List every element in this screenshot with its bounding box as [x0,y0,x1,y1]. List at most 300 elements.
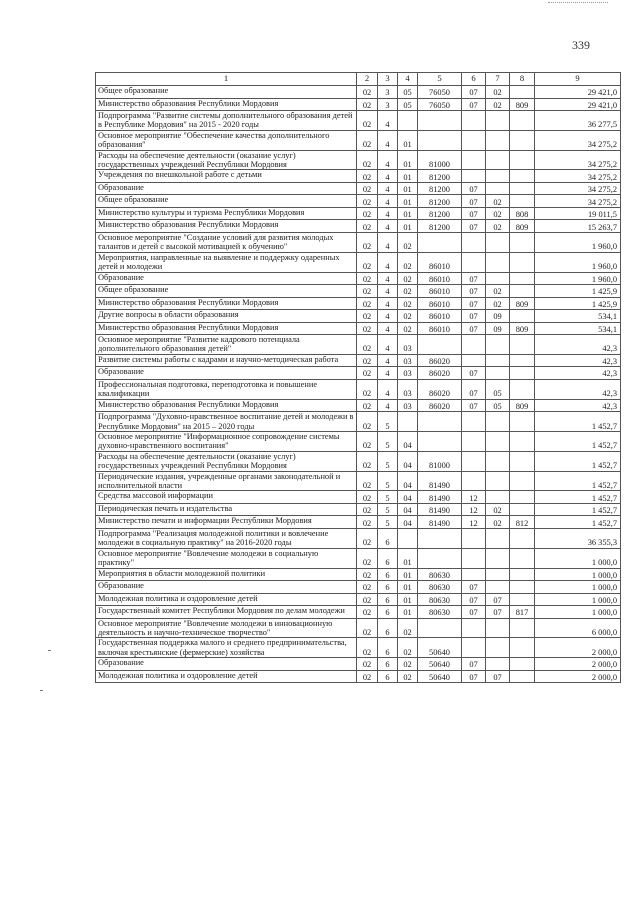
column-header: 3 [378,73,398,86]
row-name-cell: Образование [96,272,357,285]
table-body [96,86,621,683]
event-code-cell: 03 [398,379,418,399]
ministry-code-cell: 809 [510,322,535,335]
subsection-code-cell [486,252,510,272]
program-code-cell: 02 [357,335,378,355]
subprogram-code-cell: 4 [378,399,398,412]
ministry-code-cell [510,111,535,131]
event-code-cell: 02 [398,658,418,671]
subprogram-code-cell: 4 [378,335,398,355]
direction-code-cell [418,528,462,548]
event-code-cell: 02 [398,310,418,323]
direction-code-cell: 81200 [418,195,462,208]
subprogram-code-cell: 4 [378,195,398,208]
section-code-cell [462,618,486,638]
subprogram-code-cell: 5 [378,471,398,491]
ministry-code-cell [510,548,535,568]
program-code-cell: 02 [357,232,378,252]
program-code-cell: 02 [357,581,378,594]
subprogram-code-cell: 4 [378,111,398,131]
row-name-cell: Министерство печати и информации Республики Мордовия [96,516,357,529]
table-row [96,491,621,504]
table-row [96,581,621,594]
program-code-cell: 02 [357,285,378,298]
subprogram-code-cell: 5 [378,503,398,516]
event-code-cell: 01 [398,593,418,606]
section-code-cell [462,638,486,658]
ministry-code-cell [510,335,535,355]
ministry-code-cell [510,86,535,99]
table-row [96,658,621,671]
subprogram-code-cell: 4 [378,170,398,183]
table-row [96,272,621,285]
table-row [96,195,621,208]
section-code-cell: 07 [462,195,486,208]
amount-cell: 6 000,0 [535,618,621,638]
amount-cell: 1 452,7 [535,451,621,471]
ministry-code-cell [510,130,535,150]
section-code-cell: 07 [462,670,486,683]
event-code-cell: 01 [398,220,418,233]
ministry-code-cell [510,503,535,516]
amount-cell: 29 421,0 [535,86,621,99]
direction-code-cell: 81200 [418,182,462,195]
subprogram-code-cell: 3 [378,86,398,99]
subsection-code-cell: 07 [486,670,510,683]
section-code-cell [462,568,486,581]
row-name-cell: Государственный комитет Республики Мордовия по делам молодежи [96,606,357,619]
subprogram-code-cell: 4 [378,232,398,252]
section-code-cell: 07 [462,220,486,233]
amount-cell: 29 421,0 [535,98,621,111]
subprogram-code-cell: 4 [378,207,398,220]
amount-cell: 1 425,9 [535,297,621,310]
subprogram-code-cell: 6 [378,606,398,619]
amount-cell: 42,3 [535,367,621,380]
section-code-cell: 12 [462,516,486,529]
program-code-cell: 02 [357,528,378,548]
section-code-cell [462,335,486,355]
event-code-cell: 03 [398,335,418,355]
table-row [96,111,621,131]
event-code-cell: 02 [398,670,418,683]
subsection-code-cell: 02 [486,98,510,111]
direction-code-cell [418,111,462,131]
section-code-cell [462,354,486,367]
event-code-cell: 02 [398,272,418,285]
table-row [96,150,621,170]
table-row [96,285,621,298]
subprogram-code-cell: 5 [378,451,398,471]
subsection-code-cell: 02 [486,86,510,99]
row-name-cell: Основное мероприятие "Вовлечение молодежи в инновационную деятельность и научно-техническое творчество" [96,618,357,638]
subsection-code-cell: 05 [486,399,510,412]
amount-cell: 1 452,7 [535,432,621,452]
ministry-code-cell: 812 [510,516,535,529]
amount-cell: 42,3 [535,379,621,399]
program-code-cell: 02 [357,170,378,183]
row-name-cell: Общее образование [96,195,357,208]
table-row [96,182,621,195]
table-row [96,606,621,619]
direction-code-cell [418,548,462,568]
direction-code-cell: 81490 [418,491,462,504]
table-row [96,379,621,399]
event-code-cell: 01 [398,207,418,220]
program-code-cell: 02 [357,491,378,504]
table-row [96,399,621,412]
amount-cell: 34 275,2 [535,195,621,208]
subsection-code-cell: 02 [486,285,510,298]
program-code-cell: 02 [357,310,378,323]
ministry-code-cell [510,491,535,504]
table-row [96,130,621,150]
ministry-code-cell [510,310,535,323]
direction-code-cell: 80630 [418,568,462,581]
row-name-cell: Общее образование [96,285,357,298]
program-code-cell: 02 [357,98,378,111]
amount-cell: 36 277,5 [535,111,621,131]
subprogram-code-cell: 4 [378,379,398,399]
row-name-cell: Средства массовой информации [96,491,357,504]
row-name-cell: Образование [96,658,357,671]
program-code-cell: 02 [357,150,378,170]
ministry-code-cell [510,432,535,452]
header-row [96,73,621,86]
table-row [96,207,621,220]
direction-code-cell: 81200 [418,207,462,220]
scan-mark [548,2,608,7]
section-code-cell: 07 [462,581,486,594]
section-code-cell: 07 [462,606,486,619]
ministry-code-cell [510,354,535,367]
program-code-cell: 02 [357,593,378,606]
direction-code-cell [418,432,462,452]
subsection-code-cell: 09 [486,310,510,323]
event-code-cell: 01 [398,195,418,208]
row-name-cell: Профессиональная подготовка, переподготовка и повышение квалификации [96,379,357,399]
event-code-cell [398,412,418,432]
row-name-cell: Основное мероприятие "Обеспечение качества дополнительного образования" [96,130,357,150]
section-code-cell: 07 [462,182,486,195]
event-code-cell: 01 [398,606,418,619]
amount-cell: 36 355,3 [535,528,621,548]
amount-cell: 1 960,0 [535,252,621,272]
table-row [96,354,621,367]
table-row [96,471,621,491]
row-name-cell: Расходы на обеспечение деятельности (оказание услуг) государственных учреждений Республики Мордовия [96,150,357,170]
row-name-cell: Образование [96,581,357,594]
subsection-code-cell [486,111,510,131]
table-row [96,252,621,272]
event-code-cell: 02 [398,618,418,638]
subsection-code-cell [486,335,510,355]
subsection-code-cell [486,471,510,491]
event-code-cell: 04 [398,432,418,452]
direction-code-cell: 81000 [418,150,462,170]
program-code-cell: 02 [357,207,378,220]
event-code-cell: 02 [398,322,418,335]
scan-dot [48,650,51,651]
program-code-cell: 02 [357,272,378,285]
section-code-cell: 07 [462,310,486,323]
direction-code-cell [418,618,462,638]
table-row [96,297,621,310]
table-row [96,618,621,638]
ministry-code-cell [510,379,535,399]
subsection-code-cell [486,272,510,285]
ministry-code-cell [510,528,535,548]
table-row [96,548,621,568]
section-code-cell: 07 [462,658,486,671]
direction-code-cell: 80630 [418,581,462,594]
page-number: 339 [572,38,590,52]
program-code-cell: 02 [357,516,378,529]
amount-cell: 1 452,7 [535,503,621,516]
table-row [96,503,621,516]
subsection-code-cell [486,412,510,432]
amount-cell: 1 000,0 [535,568,621,581]
row-name-cell: Другие вопросы в области образования [96,310,357,323]
program-code-cell: 02 [357,322,378,335]
row-name-cell: Мероприятия в области молодежной политики [96,568,357,581]
section-code-cell: 07 [462,272,486,285]
direction-code-cell: 80630 [418,606,462,619]
program-code-cell: 02 [357,618,378,638]
subsection-code-cell: 02 [486,195,510,208]
program-code-cell: 02 [357,111,378,131]
program-code-cell: 02 [357,432,378,452]
row-name-cell: Основное мероприятие "Вовлечение молодежи в социальную практику" [96,548,357,568]
section-code-cell: 07 [462,86,486,99]
ministry-code-cell [510,367,535,380]
column-header: 1 [96,73,357,86]
amount-cell: 534,1 [535,310,621,323]
subprogram-code-cell: 4 [378,285,398,298]
program-code-cell: 02 [357,220,378,233]
row-name-cell: Периодические издания, учрежденные органами законодательной и исполнительной власти [96,471,357,491]
row-name-cell: Министерство образования Республики Мордовия [96,220,357,233]
direction-code-cell: 86010 [418,297,462,310]
program-code-cell: 02 [357,182,378,195]
subprogram-code-cell: 5 [378,412,398,432]
column-header: 6 [462,73,486,86]
ministry-code-cell [510,670,535,683]
amount-cell: 34 275,2 [535,150,621,170]
section-code-cell: 07 [462,399,486,412]
row-name-cell: Основное мероприятие "Создание условий для развития молодых талантов и детей с высокой мотивацией к обучению" [96,232,357,252]
section-code-cell [462,170,486,183]
amount-cell: 1 000,0 [535,593,621,606]
subsection-code-cell: 02 [486,220,510,233]
subsection-code-cell [486,618,510,638]
section-code-cell [462,252,486,272]
event-code-cell: 01 [398,182,418,195]
direction-code-cell: 86010 [418,285,462,298]
direction-code-cell: 76050 [418,86,462,99]
direction-code-cell: 86010 [418,322,462,335]
program-code-cell: 02 [357,568,378,581]
ministry-code-cell [510,581,535,594]
section-code-cell [462,451,486,471]
direction-code-cell: 86020 [418,399,462,412]
program-code-cell: 02 [357,130,378,150]
event-code-cell [398,111,418,131]
subsection-code-cell [486,451,510,471]
direction-code-cell: 86020 [418,367,462,380]
table-row [96,322,621,335]
direction-code-cell: 86010 [418,252,462,272]
subprogram-code-cell: 6 [378,581,398,594]
subsection-code-cell [486,130,510,150]
amount-cell: 1 452,7 [535,412,621,432]
table-row [96,593,621,606]
table-row [96,451,621,471]
section-code-cell [462,232,486,252]
amount-cell: 19 011,5 [535,207,621,220]
program-code-cell: 02 [357,367,378,380]
event-code-cell: 01 [398,568,418,581]
direction-code-cell: 81490 [418,503,462,516]
row-name-cell: Молодежная политика и оздоровление детей [96,670,357,683]
section-code-cell [462,528,486,548]
amount-cell: 1 425,9 [535,285,621,298]
subprogram-code-cell: 5 [378,516,398,529]
amount-cell: 34 275,2 [535,170,621,183]
direction-code-cell [418,232,462,252]
ministry-code-cell [510,195,535,208]
column-header: 2 [357,73,378,86]
event-code-cell: 02 [398,638,418,658]
scan-dot [40,690,43,691]
subsection-code-cell [486,170,510,183]
subprogram-code-cell: 6 [378,528,398,548]
subsection-code-cell: 02 [486,207,510,220]
section-code-cell [462,548,486,568]
program-code-cell: 02 [357,297,378,310]
row-name-cell: Молодежная политика и оздоровление детей [96,593,357,606]
amount-cell: 1 960,0 [535,272,621,285]
subprogram-code-cell: 4 [378,367,398,380]
program-code-cell: 02 [357,658,378,671]
table-row [96,310,621,323]
direction-code-cell [418,335,462,355]
program-code-cell: 02 [357,451,378,471]
row-name-cell: Развитие системы работы с кадрами и научно-методическая работа [96,354,357,367]
direction-code-cell: 86010 [418,272,462,285]
ministry-code-cell [510,285,535,298]
row-name-cell: Образование [96,182,357,195]
section-code-cell [462,412,486,432]
direction-code-cell: 50640 [418,670,462,683]
program-code-cell: 02 [357,86,378,99]
direction-code-cell: 81200 [418,170,462,183]
amount-cell: 1 000,0 [535,606,621,619]
direction-code-cell: 86020 [418,354,462,367]
table-row [96,432,621,452]
row-name-cell: Мероприятия, направленные на выявление и поддержку одаренных детей и молодежи [96,252,357,272]
ministry-code-cell [510,451,535,471]
direction-code-cell: 81000 [418,451,462,471]
table-row [96,335,621,355]
section-code-cell: 07 [462,98,486,111]
ministry-code-cell [510,232,535,252]
section-code-cell: 07 [462,322,486,335]
event-code-cell: 01 [398,150,418,170]
ministry-code-cell [510,412,535,432]
ministry-code-cell: 809 [510,98,535,111]
subprogram-code-cell: 4 [378,182,398,195]
column-header: 7 [486,73,510,86]
direction-code-cell: 50640 [418,658,462,671]
event-code-cell: 04 [398,516,418,529]
direction-code-cell: 50640 [418,638,462,658]
subprogram-code-cell: 6 [378,638,398,658]
amount-cell: 15 263,7 [535,220,621,233]
section-code-cell [462,150,486,170]
subprogram-code-cell: 6 [378,548,398,568]
event-code-cell: 03 [398,354,418,367]
section-code-cell: 07 [462,285,486,298]
event-code-cell: 05 [398,86,418,99]
table-row [96,638,621,658]
subprogram-code-cell: 6 [378,568,398,581]
ministry-code-cell [510,170,535,183]
event-code-cell: 02 [398,232,418,252]
subprogram-code-cell: 6 [378,618,398,638]
ministry-code-cell [510,638,535,658]
amount-cell: 42,3 [535,399,621,412]
row-name-cell: Подпрограмма "Реализация молодежной политики и вовлечение молодежи в социальную практику" на 2016-2020 годы [96,528,357,548]
subsection-code-cell: 02 [486,297,510,310]
subprogram-code-cell: 4 [378,150,398,170]
subsection-code-cell [486,581,510,594]
program-code-cell: 02 [357,606,378,619]
subsection-code-cell [486,638,510,658]
table-row [96,86,621,99]
program-code-cell: 02 [357,548,378,568]
subsection-code-cell: 05 [486,379,510,399]
program-code-cell: 02 [357,379,378,399]
event-code-cell: 01 [398,581,418,594]
direction-code-cell: 86010 [418,310,462,323]
ministry-code-cell [510,252,535,272]
subsection-code-cell [486,354,510,367]
subprogram-code-cell: 4 [378,272,398,285]
section-code-cell: 07 [462,367,486,380]
event-code-cell: 01 [398,548,418,568]
ministry-code-cell [510,618,535,638]
event-code-cell: 03 [398,367,418,380]
subprogram-code-cell: 3 [378,98,398,111]
ministry-code-cell [510,272,535,285]
event-code-cell: 01 [398,130,418,150]
event-code-cell [398,528,418,548]
amount-cell: 34 275,2 [535,182,621,195]
subsection-code-cell [486,232,510,252]
subprogram-code-cell: 4 [378,297,398,310]
program-code-cell: 02 [357,399,378,412]
section-code-cell [462,130,486,150]
row-name-cell: Подпрограмма "Развитие системы дополнительного образования детей в Республике Мордовия" на 2015 - 2020 годы [96,111,357,131]
ministry-code-cell [510,150,535,170]
amount-cell: 2 000,0 [535,670,621,683]
event-code-cell: 04 [398,491,418,504]
direction-code-cell [418,412,462,432]
row-name-cell: Министерство образования Республики Мордовия [96,98,357,111]
program-code-cell: 02 [357,195,378,208]
subsection-code-cell [486,150,510,170]
